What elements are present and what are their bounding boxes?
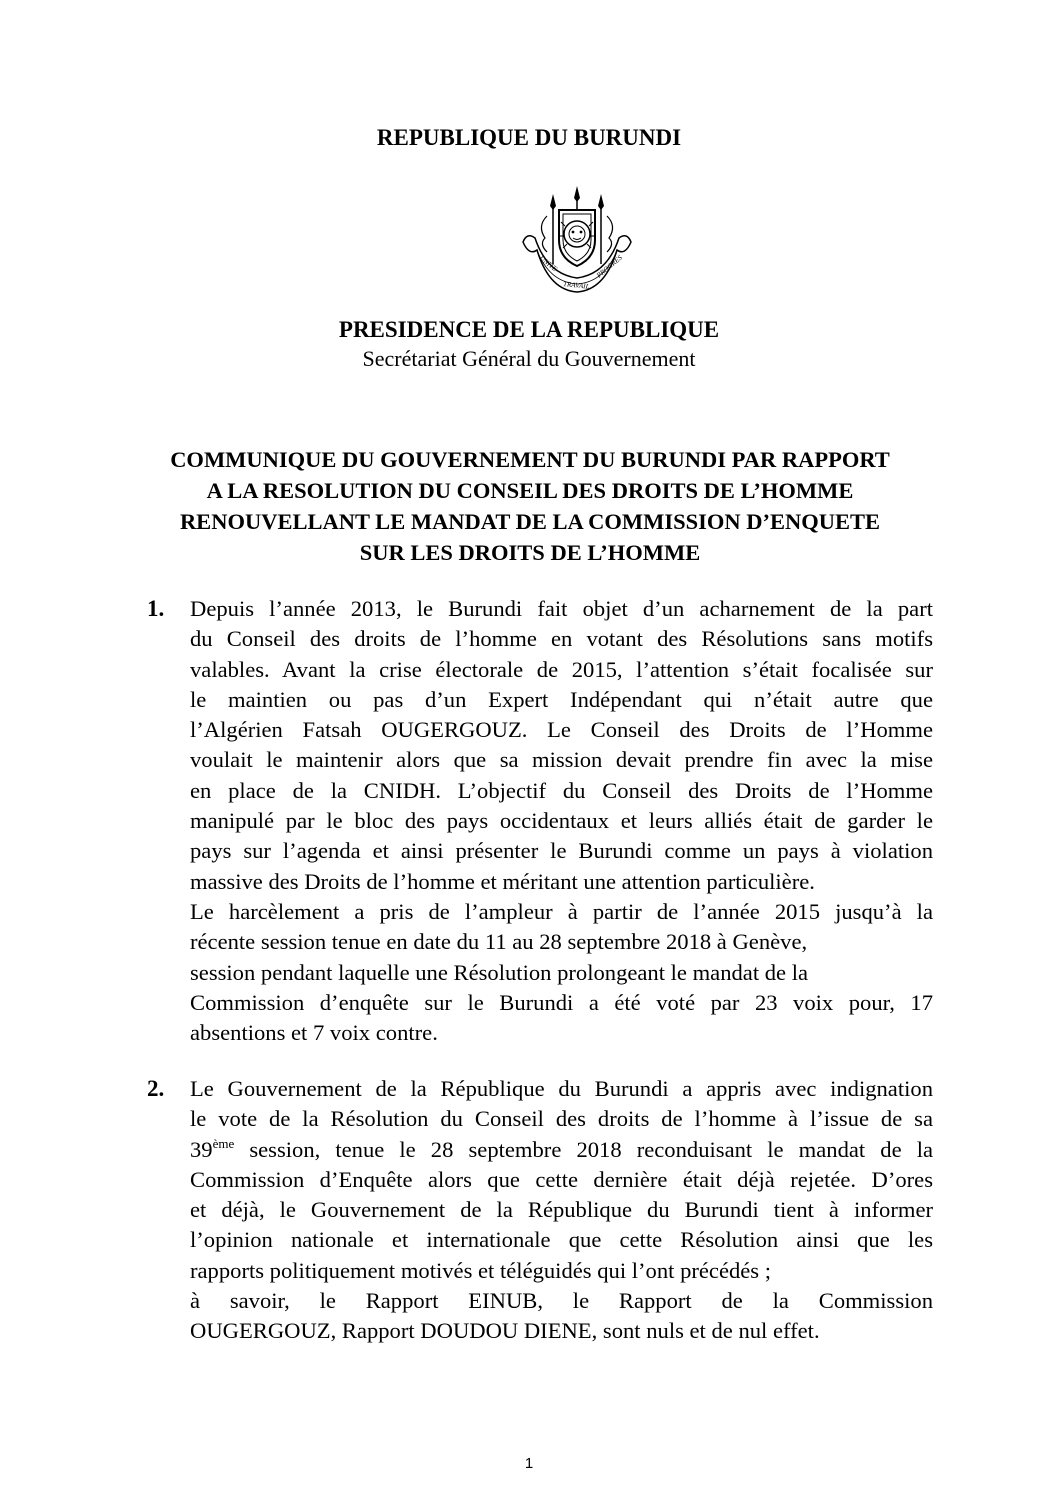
communique-title bbox=[110, 444, 950, 568]
text-fragment: session, tenue le 28 septembre 2018 reconduisant le mandat de la bbox=[234, 1136, 933, 1162]
text-line: Commission d’Enquête alors que cette dernière était déjà rejetée. D’ores bbox=[190, 1166, 933, 1192]
text-line: Depuis l’année 2013, le Burundi fait objet d’un acharnement de la part bbox=[190, 596, 933, 621]
title-line: RENOUVELLANT LE MANDAT DE LA COMMISSION D’ENQUETE bbox=[179, 509, 881, 534]
text-line: du Conseil des droits de l’homme en votant des Résolutions sans motifs bbox=[190, 626, 933, 652]
paragraph-text bbox=[190, 1074, 933, 1347]
paragraph-text bbox=[190, 594, 933, 1048]
page-number: 1 bbox=[524, 1455, 534, 1472]
text-line: en place de la CNIDH. L’objectif du Conseil des Droits de l’Homme bbox=[190, 777, 933, 803]
svg-text:PROGRES: PROGRES bbox=[595, 253, 624, 280]
text-line: récente session tenue en date du 11 au 28 septembre 2018 à Genève, bbox=[190, 929, 808, 955]
text-line-with-superscript bbox=[190, 1135, 933, 1165]
paragraph-number: 1. bbox=[147, 596, 165, 621]
text-line: l’opinion nationale et internationale que cette Résolution ainsi que les bbox=[190, 1227, 933, 1253]
country-heading: REPUBLIQUE DU BURUNDI bbox=[376, 125, 682, 150]
svg-text:UNITE: UNITE bbox=[537, 254, 559, 274]
svg-text:TRAVAIL: TRAVAIL bbox=[562, 280, 590, 291]
text-line: absentions et 7 voix contre. bbox=[190, 1020, 438, 1046]
session-number: 39 bbox=[190, 1136, 213, 1162]
paragraph-number: 2. bbox=[147, 1076, 165, 1101]
title-line: SUR LES DROITS DE L’HOMME bbox=[359, 540, 701, 565]
text-line: session pendant laquelle une Résolution prolongeant le mandat de la bbox=[190, 959, 809, 985]
text-line: massive des Droits de l’homme et méritant une attention particulière. bbox=[190, 868, 815, 894]
text-line: rapports politiquement motivés et téléguidés qui l’ont précédés ; bbox=[190, 1257, 772, 1283]
text-line: valables. Avant la crise électorale de 2015, l’attention s’était focalisée sur bbox=[190, 656, 933, 682]
title-line: A LA RESOLUTION DU CONSEIL DES DROITS DE L’HOMME bbox=[206, 478, 854, 503]
text-line: l’Algérien Fatsah OUGERGOUZ. Le Conseil des Droits de l’Homme bbox=[190, 717, 933, 743]
text-line: voulait le maintenir alors que sa mission devait prendre fin avec la mise bbox=[190, 747, 933, 773]
text-line: à savoir, le Rapport EINUB, le Rapport de la Commission bbox=[190, 1288, 933, 1314]
text-line: le vote de la Résolution du Conseil des droits de l’homme à l’issue de sa bbox=[190, 1106, 933, 1132]
text-line: et déjà, le Gouvernement de la République du Burundi tient à informer bbox=[190, 1197, 933, 1223]
text-line: Le harcèlement a pris de l’ampleur à partir de l’année 2015 jusqu’à la bbox=[190, 898, 933, 924]
text-line: pays sur l’agenda et ainsi présenter le Burundi comme un pays à violation bbox=[190, 838, 933, 864]
coat-of-arms-icon bbox=[517, 186, 637, 298]
title-line: COMMUNIQUE DU GOUVERNEMENT DU BURUNDI PAR RAPPORT bbox=[170, 447, 890, 472]
text-line: manipulé par le bloc des pays occidentaux et leurs alliés était de garder le bbox=[190, 808, 933, 834]
text-line: OUGERGOUZ, Rapport DOUDOU DIENE, sont nuls et de nul effet. bbox=[190, 1318, 820, 1344]
presidency-heading: PRESIDENCE DE LA REPUBLIQUE bbox=[338, 317, 720, 342]
text-line: Commission d’enquête sur le Burundi a été voté par 23 voix pour, 17 bbox=[190, 989, 933, 1015]
text-line: le maintien ou pas d’un Expert Indépendant qui n’était autre que bbox=[190, 686, 933, 712]
text-line: Le Gouvernement de la République du Burundi a appris avec indignation bbox=[190, 1076, 933, 1101]
secretariat-subheading: Secrétariat Général du Gouvernement bbox=[362, 346, 696, 371]
ordinal-superscript: ème bbox=[212, 1135, 235, 1151]
